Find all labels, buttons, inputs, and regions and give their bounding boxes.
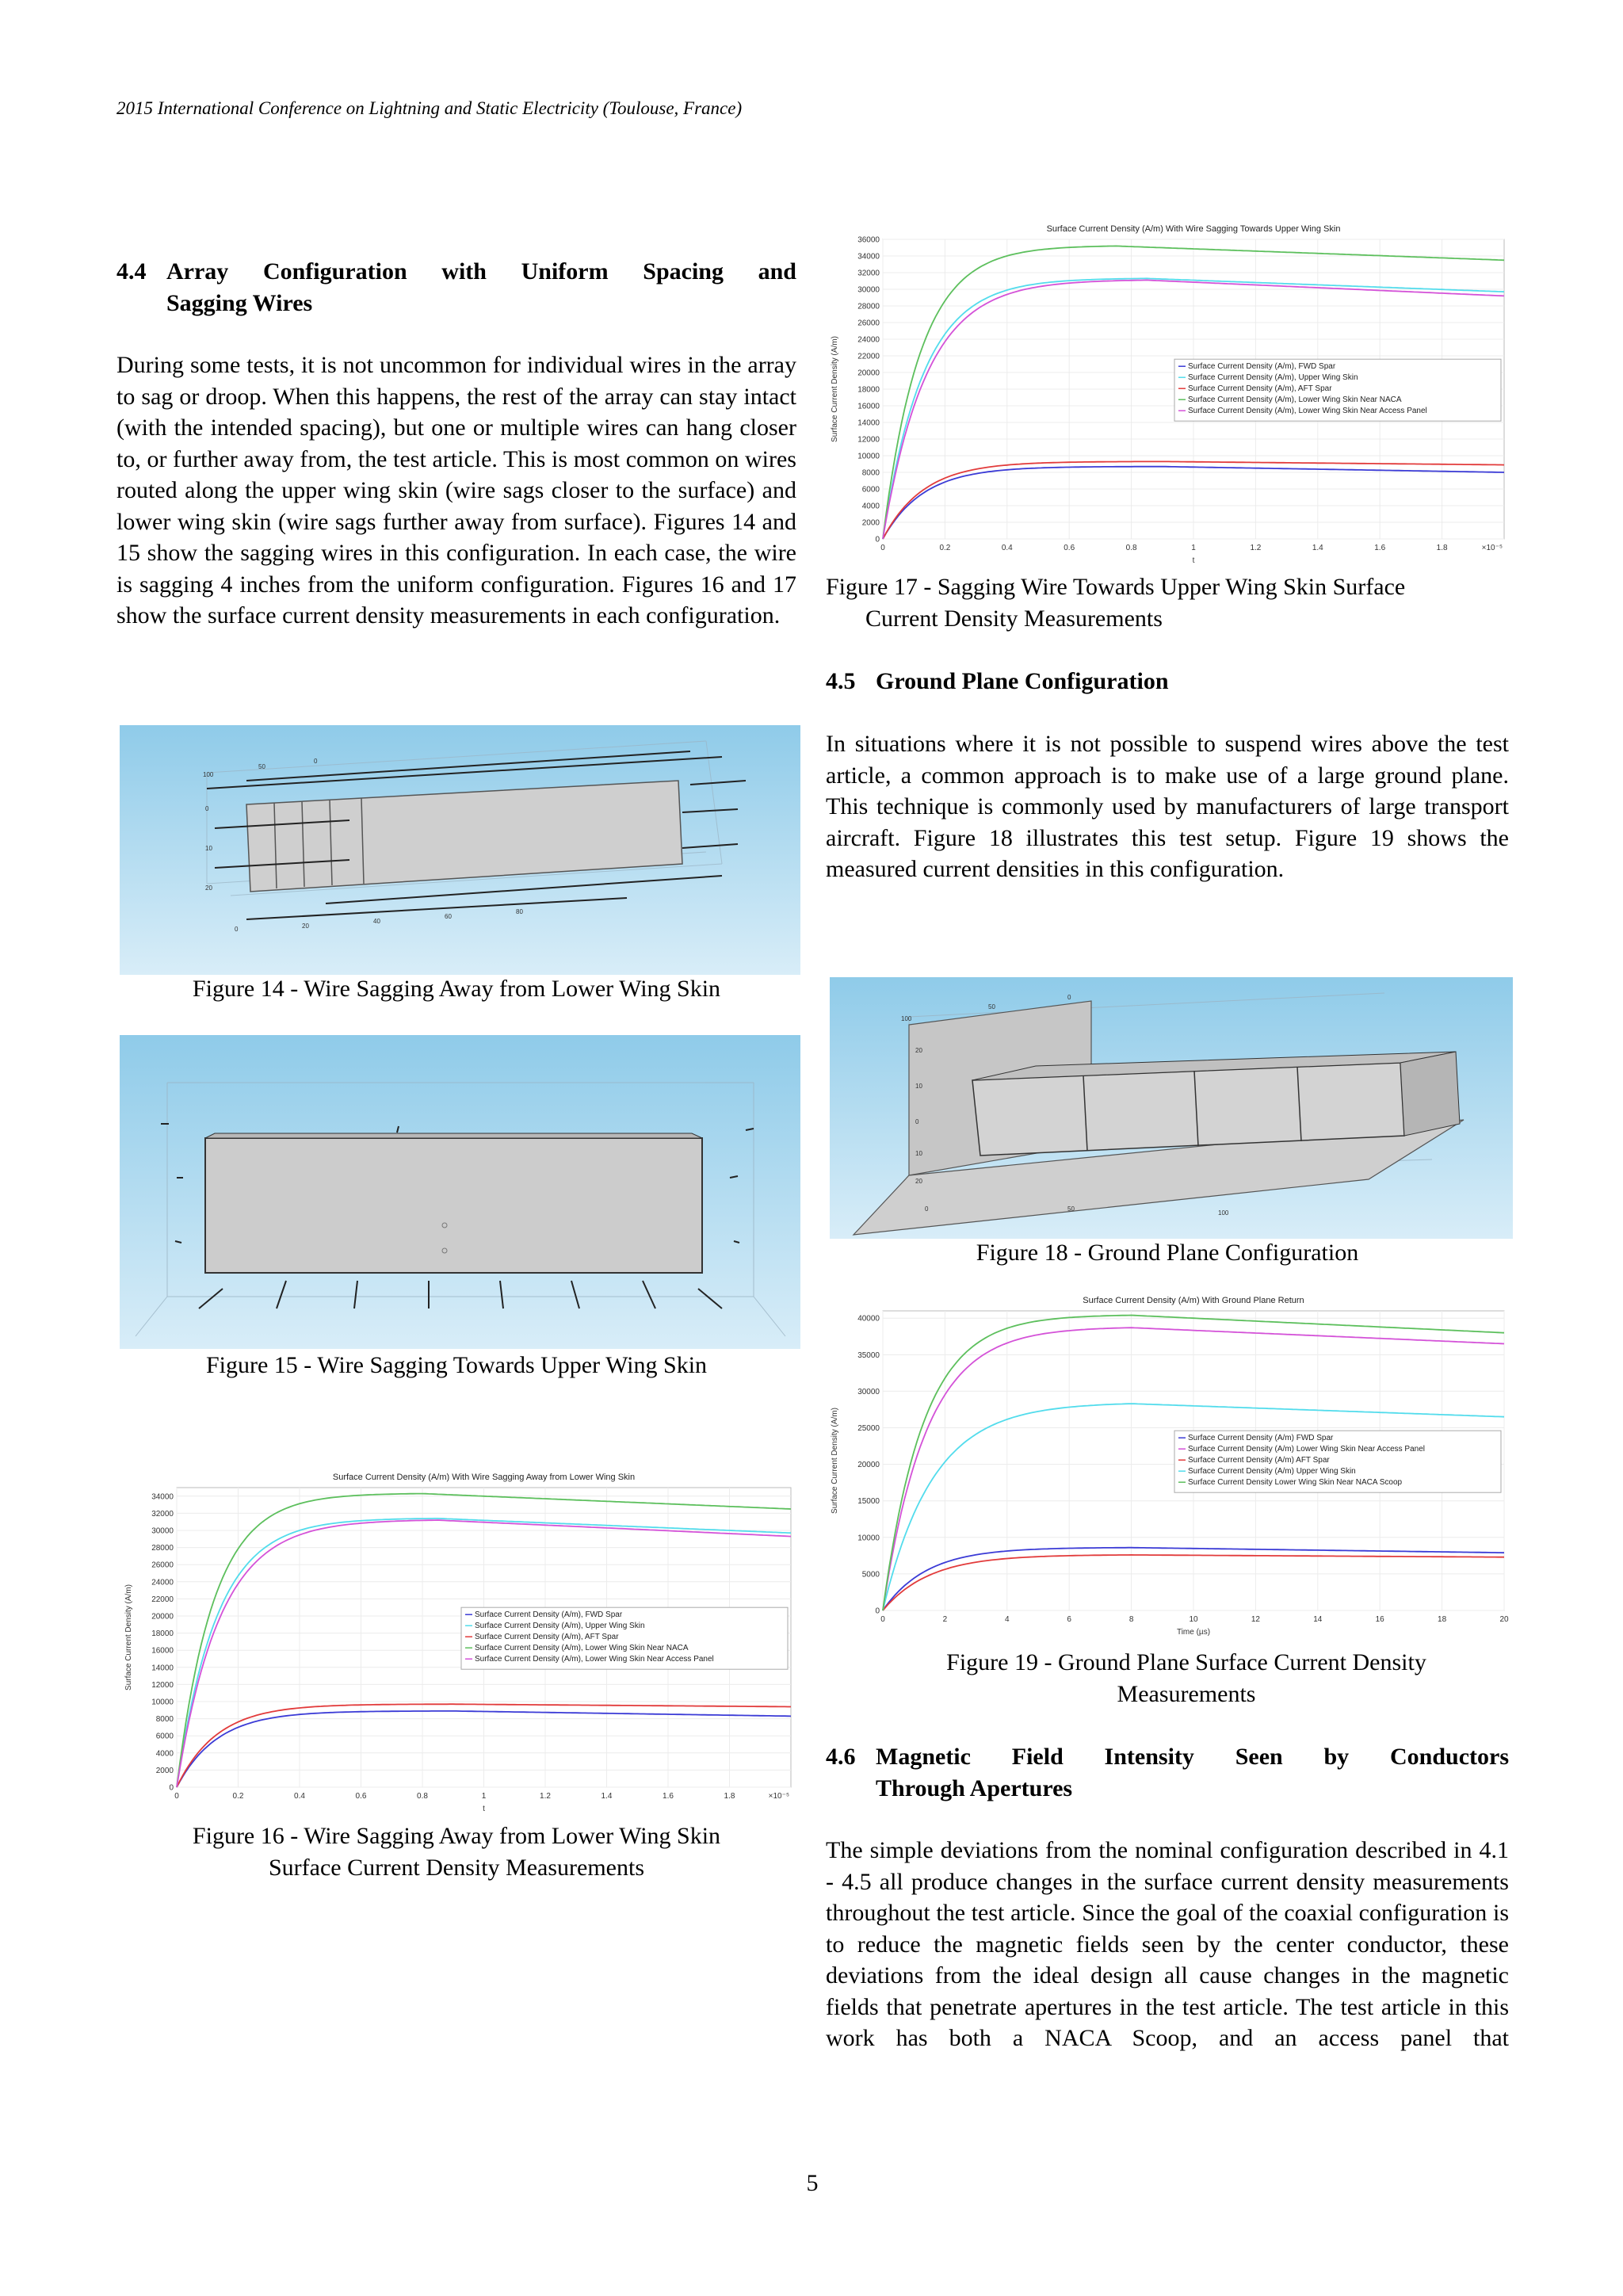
- axis-label: 20: [915, 1178, 922, 1185]
- x-axis-label: Time (µs): [1176, 1628, 1211, 1637]
- x-tick-label: 0.8: [417, 1792, 428, 1801]
- section-title-line2: Sagging Wires: [166, 290, 313, 316]
- x-tick-label: 18: [1438, 1615, 1447, 1624]
- x-multiplier: ×10⁻⁵: [768, 1792, 789, 1801]
- legend-entry: Surface Current Density (A/m), FWD Spar: [475, 1610, 623, 1620]
- y-axis-label: Surface Current Density (A/m): [124, 1584, 133, 1690]
- x-tick-label: 20: [1499, 1615, 1509, 1624]
- figure-16-svg: [120, 1470, 800, 1819]
- y-tick-label: 32000: [151, 1509, 174, 1519]
- y-tick-label: 4000: [861, 502, 880, 511]
- axis-label: 100: [203, 771, 214, 778]
- y-tick-label: 35000: [857, 1350, 880, 1360]
- y-tick-label: 20000: [857, 369, 880, 378]
- y-tick-label: 30000: [857, 1387, 880, 1396]
- legend-entry: Surface Current Density (A/m), Upper Wing Skin: [1188, 373, 1358, 383]
- x-tick-label: 1.2: [1250, 544, 1262, 552]
- caption-line: Figure 17 - Sagging Wire Towards Upper Wing Skin Surface: [826, 574, 1406, 600]
- y-tick-label: 10000: [857, 1534, 880, 1543]
- x-tick-label: 0: [174, 1792, 179, 1801]
- figure-14-caption: Figure 14 - Wire Sagging Away from Lower Wing Skin: [192, 976, 721, 1002]
- axis-label: 80: [516, 908, 523, 915]
- x-tick-label: 1.8: [724, 1792, 735, 1801]
- figure-16-caption: [116, 1820, 796, 1884]
- y-tick-label: 30000: [857, 285, 880, 295]
- y-tick-label: 18000: [151, 1629, 174, 1639]
- section-title-line1: Array Configuration with Uniform Spacing and: [166, 258, 796, 285]
- y-tick-label: 32000: [857, 269, 880, 278]
- axis-label: 10: [915, 1150, 922, 1157]
- x-tick-label: 16: [1375, 1615, 1384, 1624]
- axis-label: 20: [915, 1047, 922, 1054]
- axis-label: 0: [235, 926, 239, 933]
- chart-title: Surface Current Density (A/m) With Wire Sagging Towards Upper Wing Skin: [1046, 224, 1341, 234]
- y-tick-label: 22000: [151, 1595, 174, 1604]
- y-tick-label: 8000: [861, 468, 880, 478]
- legend-entry: Surface Current Density (A/m) FWD Spar: [1188, 1434, 1334, 1443]
- section-4-5-heading: [826, 666, 1509, 697]
- section-number: 4.5: [826, 668, 856, 694]
- x-tick-label: 0.4: [1001, 544, 1013, 552]
- y-tick-label: 4000: [155, 1749, 174, 1759]
- y-tick-label: 24000: [857, 335, 880, 345]
- axis-label: 100: [1218, 1209, 1229, 1217]
- y-tick-label: 12000: [151, 1680, 174, 1690]
- axis-label: 20: [205, 884, 212, 892]
- y-tick-label: 2000: [155, 1766, 174, 1775]
- legend-entry: Surface Current Density (A/m), Lower Wing Skin Near NACA: [1188, 395, 1402, 405]
- y-tick-label: 16000: [857, 402, 880, 411]
- axis-label: 10: [205, 845, 212, 852]
- x-tick-label: 0.2: [939, 544, 951, 552]
- figure-18-caption: Figure 18 - Ground Plane Configuration: [976, 1240, 1359, 1266]
- axis-label: 100: [901, 1015, 912, 1022]
- y-tick-label: 28000: [857, 302, 880, 311]
- axis-label: 40: [373, 918, 380, 925]
- figure-16-chart: [120, 1470, 800, 1819]
- caption-line: Figure 19 - Ground Plane Surface Current Density: [946, 1649, 1426, 1675]
- legend-entry: Surface Current Density (A/m), AFT Spar: [475, 1633, 619, 1642]
- x-tick-label: 1.2: [540, 1792, 551, 1801]
- x-tick-label: 1.6: [1374, 544, 1386, 552]
- axis-label: 0: [1067, 994, 1071, 1001]
- x-tick-label: 12: [1251, 1615, 1260, 1624]
- x-tick-label: 0: [880, 1615, 885, 1624]
- chart-title: Surface Current Density (A/m) With Ground Plane Return: [1083, 1296, 1304, 1305]
- page-number: 5: [806, 2170, 819, 2196]
- x-tick-label: 4: [1005, 1615, 1010, 1624]
- section-4-4-heading: [116, 256, 796, 319]
- axis-label: 20: [302, 923, 309, 930]
- y-tick-label: 26000: [151, 1561, 174, 1570]
- x-tick-label: 1.6: [663, 1792, 674, 1801]
- x-axis-label: t: [1192, 556, 1195, 565]
- running-header: 2015 International Conference on Lightning and Static Electricity (Toulouse, France): [116, 98, 743, 118]
- section-4-5-body: In situations where it is not possible to suspend wires above the test article, a common approach is to make use of a large ground plane. This technique is commonly used by manufacturers of large transport aircraft. Figure 18 illustrates this test setup. Figure 19 shows the measured current densities in this configuration.: [826, 731, 1509, 882]
- axis-label: 0: [925, 1205, 929, 1213]
- y-axis-label: Surface Current Density (A/m): [831, 336, 839, 442]
- legend-entry: Surface Current Density (A/m) AFT Spar: [1188, 1456, 1330, 1465]
- x-tick-label: 10: [1189, 1615, 1198, 1624]
- y-tick-label: 40000: [857, 1314, 880, 1324]
- y-tick-label: 0: [875, 535, 880, 544]
- y-tick-label: 12000: [857, 435, 880, 445]
- y-tick-label: 5000: [861, 1570, 880, 1580]
- x-tick-label: 1.4: [1312, 544, 1323, 552]
- section-title-line1: Magnetic Field Intensity Seen by Conductors: [876, 1744, 1509, 1770]
- legend-entry: Surface Current Density (A/m), Lower Wing Skin Near NACA: [475, 1644, 689, 1653]
- y-tick-label: 36000: [857, 235, 880, 245]
- x-multiplier: ×10⁻⁵: [1481, 544, 1503, 552]
- x-tick-label: 0.8: [1125, 544, 1137, 552]
- legend-entry: Surface Current Density (A/m), FWD Spar: [1188, 362, 1336, 372]
- axis-label: 0: [915, 1118, 919, 1125]
- y-tick-label: 25000: [857, 1424, 880, 1434]
- y-tick-label: 20000: [151, 1612, 174, 1622]
- y-tick-label: 2000: [861, 518, 880, 528]
- axis-label: 10: [915, 1083, 922, 1090]
- legend-entry: Surface Current Density (A/m), Lower Wing Skin Near Access Panel: [1188, 407, 1427, 416]
- y-tick-label: 0: [169, 1783, 174, 1793]
- caption-line: Surface Current Density Measurements: [268, 1855, 645, 1881]
- y-tick-label: 10000: [151, 1698, 174, 1707]
- x-tick-label: 0.6: [1064, 544, 1075, 552]
- y-tick-label: 6000: [861, 485, 880, 495]
- legend-entry: Surface Current Density (A/m) Lower Wing Skin Near Access Panel: [1188, 1445, 1425, 1454]
- y-tick-label: 14000: [151, 1664, 174, 1673]
- figure-15-caption: Figure 15 - Wire Sagging Towards Upper Wing Skin: [205, 1352, 708, 1378]
- caption-line: Figure 16 - Wire Sagging Away from Lower Wing Skin: [192, 1823, 721, 1849]
- figure-14-image: [120, 725, 800, 975]
- figure-17-chart: [826, 222, 1514, 571]
- legend-entry: Surface Current Density (A/m), AFT Spar: [1188, 384, 1332, 394]
- y-axis-label: Surface Current Density (A/m): [831, 1408, 839, 1514]
- chart-title: Surface Current Density (A/m) With Wire Sagging Away from Lower Wing Skin: [332, 1473, 636, 1482]
- x-tick-label: 0.4: [294, 1792, 305, 1801]
- y-tick-label: 14000: [857, 418, 880, 428]
- legend-entry: Surface Current Density Lower Wing Skin Near NACA Scoop: [1188, 1478, 1403, 1488]
- x-tick-label: 1.4: [601, 1792, 613, 1801]
- x-tick-label: 1: [1191, 544, 1196, 552]
- section-title: Ground Plane Configuration: [876, 668, 1169, 694]
- y-tick-label: 0: [875, 1606, 880, 1616]
- legend-entry: Surface Current Density (A/m) Upper Wing Skin: [1188, 1467, 1356, 1477]
- y-tick-label: 20000: [857, 1461, 880, 1470]
- x-tick-label: 0.6: [355, 1792, 367, 1801]
- y-tick-label: 8000: [155, 1715, 174, 1725]
- y-tick-label: 28000: [151, 1544, 174, 1553]
- y-tick-label: 24000: [151, 1578, 174, 1587]
- y-tick-label: 6000: [155, 1732, 174, 1741]
- figure-15-image: [120, 1035, 800, 1349]
- figure-19-chart: [826, 1293, 1514, 1642]
- y-tick-label: 18000: [857, 385, 880, 395]
- figure-18-image: [830, 977, 1513, 1239]
- x-tick-label: 1: [481, 1792, 487, 1801]
- y-tick-label: 16000: [151, 1646, 174, 1656]
- axis-label: 50: [988, 1003, 995, 1010]
- x-tick-label: 2: [942, 1615, 948, 1624]
- x-tick-label: 0: [880, 544, 885, 552]
- axis-label: 50: [258, 763, 265, 770]
- section-number: 4.4: [116, 258, 147, 285]
- x-tick-label: 6: [1067, 1615, 1071, 1624]
- y-tick-label: 22000: [857, 352, 880, 361]
- x-axis-label: t: [483, 1805, 485, 1813]
- caption-line: Current Density Measurements: [865, 606, 1163, 632]
- section-title-line2: Through Apertures: [876, 1775, 1073, 1801]
- y-tick-label: 30000: [151, 1526, 174, 1536]
- section-4-6-heading: [826, 1741, 1509, 1805]
- section-number: 4.6: [826, 1744, 856, 1770]
- figure-17-caption: [826, 571, 1509, 635]
- x-tick-label: 0.2: [232, 1792, 244, 1801]
- caption-line: Measurements: [1117, 1681, 1256, 1707]
- y-tick-label: 34000: [151, 1492, 174, 1502]
- x-tick-label: 14: [1313, 1615, 1323, 1624]
- axis-label: 60: [445, 913, 452, 920]
- section-4-4-body: During some tests, it is not uncommon for individual wires in the array to sag or droop. When this happens, the rest of the array can stay intact (with the intended spacing), but one or multiple wires can hang closer to, or further away from, the test article. This is most common on wires routed along the upper wing skin (wire sags closer to the surface) and lower wing skin (wire sags further away from surface). Figures 14 and 15 show the sagging wires in this configuration. In each case, the wire is sagging 4 inches from the uniform configuration. Figures 16 and 17 show the surface current density measurements in each configuration.: [116, 352, 796, 628]
- x-tick-label: 1.8: [1436, 544, 1448, 552]
- section-4-6-body: The simple deviations from the nominal configuration described in 4.1 - 4.5 all produce changes in the surface current density measurements throughout the test article. Since the goal of the coaxial configuration is to reduce the magnetic fields seen by the center conductor, these deviations from the ideal design all cause changes in the magnetic fields that penetrate apertures in the test article. The test article in this work has both a NACA Scoop, and an access panel that: [826, 1837, 1509, 2051]
- y-tick-label: 34000: [857, 252, 880, 262]
- y-tick-label: 15000: [857, 1497, 880, 1507]
- axis-label: 50: [1067, 1205, 1075, 1213]
- axis-label: 0: [205, 805, 209, 812]
- figure-17-svg: [826, 222, 1514, 571]
- y-tick-label: 10000: [857, 452, 880, 461]
- y-tick-label: 26000: [857, 319, 880, 328]
- figure-19-svg: [826, 1293, 1514, 1642]
- axis-label: 0: [314, 758, 318, 765]
- legend-entry: Surface Current Density (A/m), Lower Wing Skin Near Access Panel: [475, 1655, 714, 1664]
- x-tick-label: 8: [1128, 1615, 1134, 1624]
- legend-entry: Surface Current Density (A/m), Upper Wing Skin: [475, 1622, 645, 1631]
- figure-19-caption: [826, 1647, 1547, 1710]
